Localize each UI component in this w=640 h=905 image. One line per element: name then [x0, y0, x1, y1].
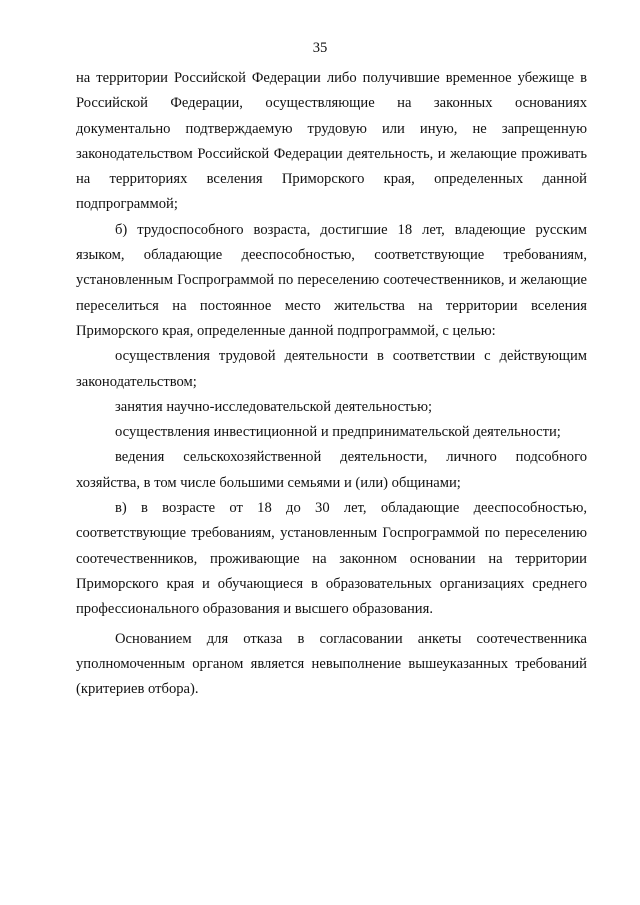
paragraph-research-activity: занятия научно-исследовательской деятельностью;: [115, 398, 433, 415]
document-body: [76, 66, 587, 702]
paragraph-continuation: на территории Российской Федерации либо получившие временное убежище в Российской Федерации, осуществляющие на законных основаниях документально подтверждаемую трудовую или иную, не запрещенную законодательством Российской Федерации деятельность, и желающие проживать на территориях вселения Приморского края, определенных данной подпрограммой;: [76, 70, 587, 213]
page-number: 35: [312, 40, 328, 56]
paragraph-investment-activity: осуществления инвестиционной и предпринимательской деятельности;: [115, 424, 561, 441]
paragraph-item-b: б) трудоспособного возраста, достигшие 18 лет, владеющие русским языком, обладающие дееспособностью, соответствующие требованиям, установленным Госпрограммой по переселению соотечественников, и желающие переселиться на постоянное место жительства на территории вселения Приморского края, определенные данной подпрограммой, с целью:: [76, 221, 587, 339]
paragraph-agricultural-activity: ведения сельскохозяйственной деятельности, личного подсобного хозяйства, в том числе большими семьями и (или) общинами;: [76, 449, 587, 491]
paragraph-labor-activity: осуществления трудовой деятельности в соответствии с действующим законодательством;: [76, 348, 587, 390]
paragraph-item-v: в) в возрасте от 18 до 30 лет, обладающие дееспособностью, соответствующие требованиям, установленным Госпрограммой по переселению соотечественников, проживающие на законном основании на территории Приморского края и обучающиеся в образовательных организациях среднего профессионального образования и высшего образования.: [76, 500, 587, 618]
paragraph-refusal-basis: Основанием для отказа в согласовании анкеты соотечественника уполномоченным органом является невыполнение вышеуказанных требований (критериев отбора).: [76, 630, 587, 698]
